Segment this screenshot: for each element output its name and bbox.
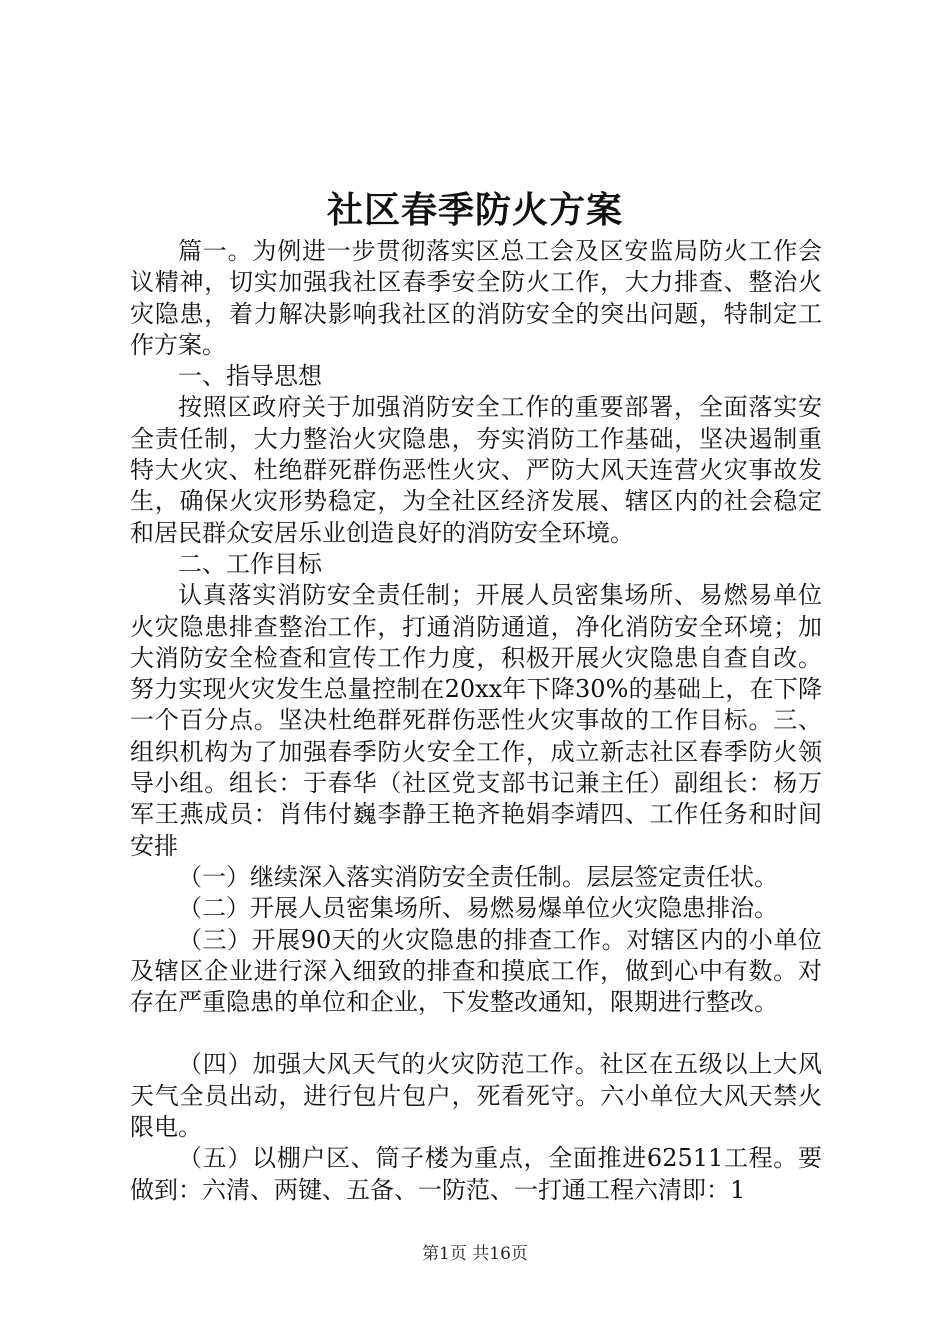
paragraph-intro: 篇一。为例进一步贯彻落实区总工会及区安监局防火工作会议精神，切实加强我社区春季安全防火工作，大力排查、整治火灾隐患，着力解决影响我社区的消防安全的突出问题，特制定工作方案。 xyxy=(130,237,822,359)
paragraph-work-goals: 认真落实消防安全责任制；开展人员密集场所、易燃易单位火灾隐患排查整治工作，打通消防通道，净化消防安全环境；加大消防安全检查和宣传工作力度，积极开展火灾隐患自查自改。努力实现火灾发生总量控制在20xx年下降30%的基础上，在下降一个百分点。坚决杜绝群死群伤恶性火灾事故的工作目标。三、组织机构为了加强春季防火安全工作，成立新志社区春季防火领导小组。组长：于春华（社区党支部书记兼主任）副组长：杨万军王燕成员：肖伟付巍李静王艳齐艳娟李靖四、工作任务和时间安排 xyxy=(130,581,822,860)
document-body xyxy=(130,236,822,1206)
task-item-1: （一）继续深入落实消防安全责任制。层层签定责任状。 xyxy=(178,862,778,891)
heading-work-goals: 二、工作目标 xyxy=(178,549,322,578)
page-footer: 第1页 共16页 xyxy=(422,1244,528,1264)
task-item-5: （五）以棚户区、筒子楼为重点，全面推进62511工程。要做到：六清、两键、五备、一防范、一打通工程六清即：1 xyxy=(130,1144,822,1204)
task-item-4: （四）加强大风天气的火灾防范工作。社区在五级以上大风天气全员出动，进行包片包户，死看死守。六小单位大风天禁火限电。 xyxy=(130,1050,822,1142)
document-title: 社区春季防火方案 xyxy=(326,189,623,231)
heading-guiding-ideology: 一、指导思想 xyxy=(178,362,322,391)
task-item-2: （二）开展人员密集场所、易燃易爆单位火灾隐患排治。 xyxy=(178,894,778,923)
task-item-3: （三）开展90天的火灾隐患的排查工作。对辖区内的小单位及辖区企业进行深入细致的排查和摸底工作，做到心中有数。对存在严重隐患的单位和企业，下发整改通知，限期进行整改。 xyxy=(130,925,822,1017)
paragraph-gap xyxy=(130,1018,822,1049)
paragraph-guiding-ideology: 按照区政府关于加强消防安全工作的重要部署，全面落实安全责任制，大力整治火灾隐患，夯实消防工作基础，坚决遏制重特大火灾、杜绝群死群伤恶性火灾、严防大风天连营火灾事故发生，确保火灾形势稳定，为全社区经济发展、辖区内的社会稳定和居民群众安居乐业创造良好的消防安全环境。 xyxy=(130,393,822,547)
